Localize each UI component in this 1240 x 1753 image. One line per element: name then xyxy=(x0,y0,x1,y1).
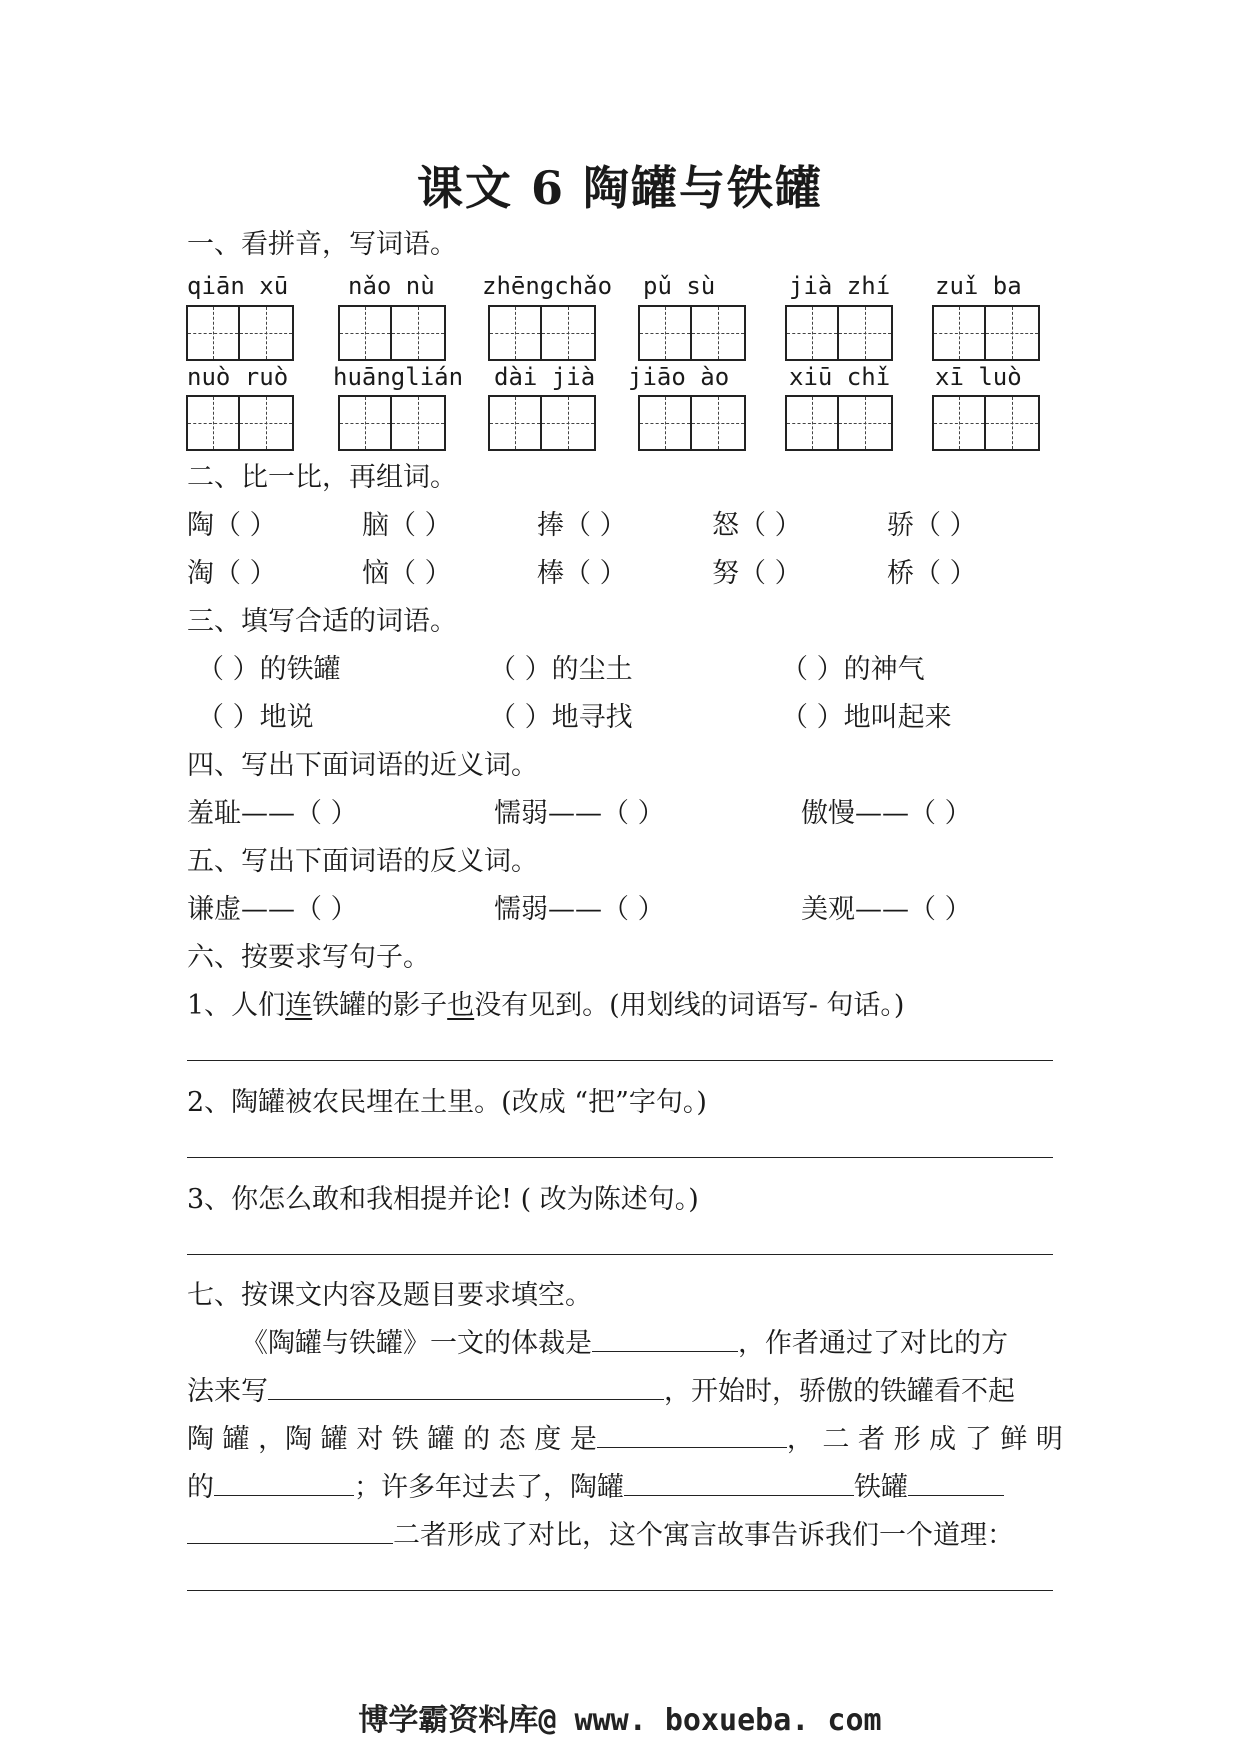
fill-item[interactable]: （ ）的尘土 xyxy=(489,654,633,685)
compare-item[interactable]: 桥（ ） xyxy=(887,558,977,589)
passage-text: ， 二 者 形 成 了 鲜 明 xyxy=(786,1424,1063,1455)
writing-grid[interactable] xyxy=(488,305,596,361)
writing-grid[interactable] xyxy=(638,305,746,361)
q1-text: 铁罐的影子 xyxy=(312,990,448,1021)
fill-item[interactable]: （ ）地寻找 xyxy=(489,702,633,733)
sentence-question-2: 2、陶罐被农民埋在土里。(改成 “把”字句。) xyxy=(187,1087,707,1118)
compare-item[interactable]: 棒（ ） xyxy=(537,558,627,589)
section-3-heading: 三、填写合适的词语。 xyxy=(187,606,457,637)
compare-item[interactable]: 淘（ ） xyxy=(187,558,277,589)
section-1-heading: 一、看拼音，写词语。 xyxy=(187,229,457,260)
q1-text: 没有见到。(用划线的词语写- 句话。) xyxy=(474,990,905,1021)
writing-grid[interactable] xyxy=(186,305,294,361)
pinyin-label: zuǐ ba xyxy=(935,272,1022,300)
compare-item[interactable]: 陶（ ） xyxy=(187,510,277,541)
pinyin-label: zhēngchǎo xyxy=(482,272,613,300)
passage-line-3 xyxy=(187,1417,1063,1456)
pinyin-label: dài jià xyxy=(494,363,596,391)
compare-item[interactable]: 怒（ ） xyxy=(712,510,802,541)
pinyin-label: huānglián xyxy=(333,363,464,391)
writing-grid[interactable] xyxy=(932,305,1040,361)
answer-line[interactable] xyxy=(187,1157,1053,1158)
section-2-heading: 二、比一比，再组词。 xyxy=(187,462,457,493)
passage-text: ，开始时，骄傲的铁罐看不起 xyxy=(664,1376,1015,1407)
fill-item[interactable]: （ ）的铁罐 xyxy=(197,654,341,685)
writing-grid[interactable] xyxy=(785,305,893,361)
fill-blank[interactable] xyxy=(624,1494,854,1496)
pinyin-label: nuò ruò xyxy=(187,363,289,391)
compare-item[interactable]: 努（ ） xyxy=(712,558,802,589)
fill-item[interactable]: （ ）的神气 xyxy=(781,654,925,685)
synonym-item[interactable]: 羞耻——（ ） xyxy=(187,798,358,829)
fill-blank[interactable] xyxy=(908,1494,1004,1496)
passage-line-2 xyxy=(187,1369,1053,1408)
writing-grid[interactable] xyxy=(338,395,446,451)
writing-grid[interactable] xyxy=(338,305,446,361)
watermark-footer: 博学霸资料库@ www. boxueba. com xyxy=(358,1703,882,1738)
antonym-item[interactable]: 谦虚——（ ） xyxy=(187,894,358,925)
writing-grid[interactable] xyxy=(638,395,746,451)
compare-item[interactable]: 脑（ ） xyxy=(362,510,452,541)
synonym-item[interactable]: 傲慢——（ ） xyxy=(801,798,972,829)
passage-text: 的 xyxy=(187,1472,214,1503)
section-7-heading: 七、按课文内容及题目要求填空。 xyxy=(187,1280,592,1311)
fill-item[interactable]: （ ）地说 xyxy=(197,702,314,733)
pinyin-label: pǔ sù xyxy=(643,272,716,300)
sentence-question-3: 3、你怎么敢和我相提并论! ( 改为陈述句。) xyxy=(187,1184,699,1215)
answer-line[interactable] xyxy=(187,1590,1053,1591)
sentence-question-1 xyxy=(187,983,1053,1022)
passage-line-4 xyxy=(187,1465,1053,1504)
answer-line[interactable] xyxy=(187,1060,1053,1061)
pinyin-label: jià zhí xyxy=(789,272,891,300)
compare-item[interactable]: 捧（ ） xyxy=(537,510,627,541)
fill-blank[interactable] xyxy=(214,1494,354,1496)
writing-grid[interactable] xyxy=(785,395,893,451)
antonym-item[interactable]: 懦弱——（ ） xyxy=(494,894,665,925)
q1-text: 1、人们 xyxy=(187,990,286,1021)
passage-text: ；许多年过去了，陶罐 xyxy=(354,1472,624,1503)
q1-underlined-word: 也 xyxy=(447,990,475,1021)
compare-item[interactable]: 恼（ ） xyxy=(362,558,452,589)
passage-line-1 xyxy=(187,1321,1053,1360)
fill-blank[interactable] xyxy=(592,1350,738,1352)
compare-item[interactable]: 骄（ ） xyxy=(887,510,977,541)
answer-line[interactable] xyxy=(187,1254,1053,1255)
passage-text: 陶 罐 ，陶 罐 对 铁 罐 的 态 度 是 xyxy=(187,1424,597,1455)
passage-text: 法来写 xyxy=(187,1376,268,1407)
pinyin-label: xiū chǐ xyxy=(789,363,891,391)
passage-text: 二者形成了对比，这个寓言故事告诉我们一个道理： xyxy=(393,1520,1014,1551)
section-4-heading: 四、写出下面词语的近义词。 xyxy=(187,750,538,781)
pinyin-label: jiāo ào xyxy=(628,363,730,391)
section-6-heading: 六、按要求写句子。 xyxy=(187,942,430,973)
passage-line-5 xyxy=(187,1513,1053,1552)
pinyin-label: xī luò xyxy=(935,363,1022,391)
passage-text: 《陶罐与铁罐》一文的体裁是 xyxy=(241,1328,592,1359)
writing-grid[interactable] xyxy=(932,395,1040,451)
page-title: 课文 6 陶罐与铁罐 xyxy=(416,161,824,215)
writing-grid[interactable] xyxy=(488,395,596,451)
passage-text: 铁罐 xyxy=(854,1472,908,1503)
writing-grid[interactable] xyxy=(186,395,294,451)
q1-underlined-word: 连 xyxy=(285,990,313,1021)
pinyin-label: nǎo nù xyxy=(348,272,435,300)
fill-blank[interactable] xyxy=(597,1446,787,1448)
synonym-item[interactable]: 懦弱——（ ） xyxy=(494,798,665,829)
fill-item[interactable]: （ ）地叫起来 xyxy=(781,702,952,733)
section-5-heading: 五、写出下面词语的反义词。 xyxy=(187,846,538,877)
pinyin-label: qiān xū xyxy=(187,272,289,300)
passage-text: ，作者通过了对比的方 xyxy=(738,1328,1008,1359)
antonym-item[interactable]: 美观——（ ） xyxy=(801,894,972,925)
fill-blank[interactable] xyxy=(268,1398,664,1400)
fill-blank[interactable] xyxy=(187,1542,393,1544)
